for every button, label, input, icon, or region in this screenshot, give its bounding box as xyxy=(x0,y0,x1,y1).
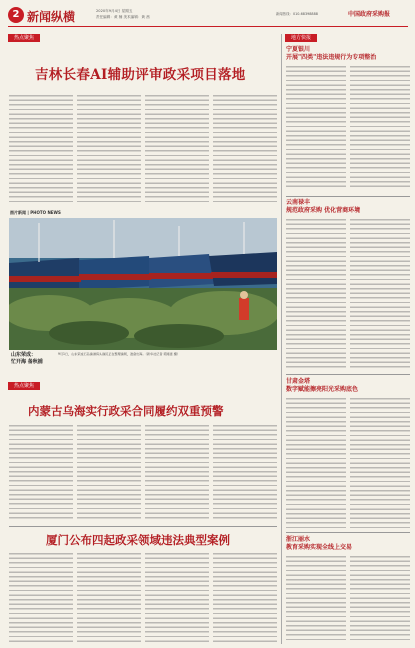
story2-body-col3 xyxy=(145,425,209,521)
story3-title: 厦门公布四起政采领域违法典型案例 xyxy=(46,533,230,547)
story1-body-col4 xyxy=(213,95,277,205)
section-tag-hot: 热点聚焦 xyxy=(8,34,40,42)
column-divider xyxy=(281,34,282,644)
story3-body-col3 xyxy=(145,553,209,643)
section-title: 新闻纵横 xyxy=(27,10,76,24)
section-number-badge: 2 xyxy=(8,7,24,23)
hotline: 新闻热线：010-68398888 xyxy=(276,12,318,16)
brief3-title: 甘肃金塔 数字赋能擦亮阳光采购底色 xyxy=(286,378,359,393)
brief2-body-col1 xyxy=(286,219,346,369)
story1-body-col2 xyxy=(77,95,141,205)
brief1-body-col2 xyxy=(350,66,410,190)
brief-divider-1 xyxy=(286,196,410,197)
photo-news-label: 图片新闻 | PHOTO NEWS xyxy=(10,210,61,215)
story3-body-col4 xyxy=(213,553,277,643)
date-line: 2020年9月4日 星期五 xyxy=(96,9,133,13)
brief1-title: 宁夏银川 开展"四类"违法违规行为专项整治 xyxy=(286,46,377,61)
story-divider xyxy=(9,526,277,527)
brief4-title: 浙江丽水 教育采购实现全线上交易 xyxy=(286,536,353,551)
brief3-body-col1 xyxy=(286,398,346,528)
harbor-photo xyxy=(9,218,277,350)
story2-body-col4 xyxy=(213,425,277,521)
section-tag-hot-2: 热点聚焦 xyxy=(8,382,40,390)
brief4-body-col2 xyxy=(350,556,410,642)
editor-line: 责任编辑：黄 楠 美术编辑：黄 茜 xyxy=(96,15,150,19)
story1-body-col3 xyxy=(145,95,209,205)
story2-title: 内蒙古乌海实行政采合同履约双重预警 xyxy=(28,404,224,418)
brief-divider-3 xyxy=(286,532,410,533)
story2-body-col1 xyxy=(9,425,73,521)
story1-body-col1 xyxy=(9,95,73,205)
story1-title: 吉林长春AI辅助评审政采项目落地 xyxy=(35,67,246,83)
paper-name: 中国政府采购报 xyxy=(348,11,391,18)
brief3-body-col2 xyxy=(350,398,410,528)
brief2-title: 云南禄丰 规范政府采购 优化营商环境 xyxy=(286,199,361,214)
masthead-rule xyxy=(8,26,408,27)
story3-body-col1 xyxy=(9,553,73,643)
photo-credit: 山东荣成： 忙开海 备秋捕 xyxy=(11,352,43,365)
masthead xyxy=(8,5,408,31)
brief-divider-2 xyxy=(286,374,410,375)
brief2-body-col2 xyxy=(350,219,410,369)
brief1-body-col1 xyxy=(286,66,346,190)
section-tag-local: 地方快报 xyxy=(285,34,317,42)
photo-description: 9月1日，山东荣成石岛渔港码头渔民正在整理渔网，准备出海。（新华社记者 郭绪雷 摄） xyxy=(58,352,180,356)
story2-body-col2 xyxy=(77,425,141,521)
story3-body-col2 xyxy=(77,553,141,643)
brief4-body-col1 xyxy=(286,556,346,642)
